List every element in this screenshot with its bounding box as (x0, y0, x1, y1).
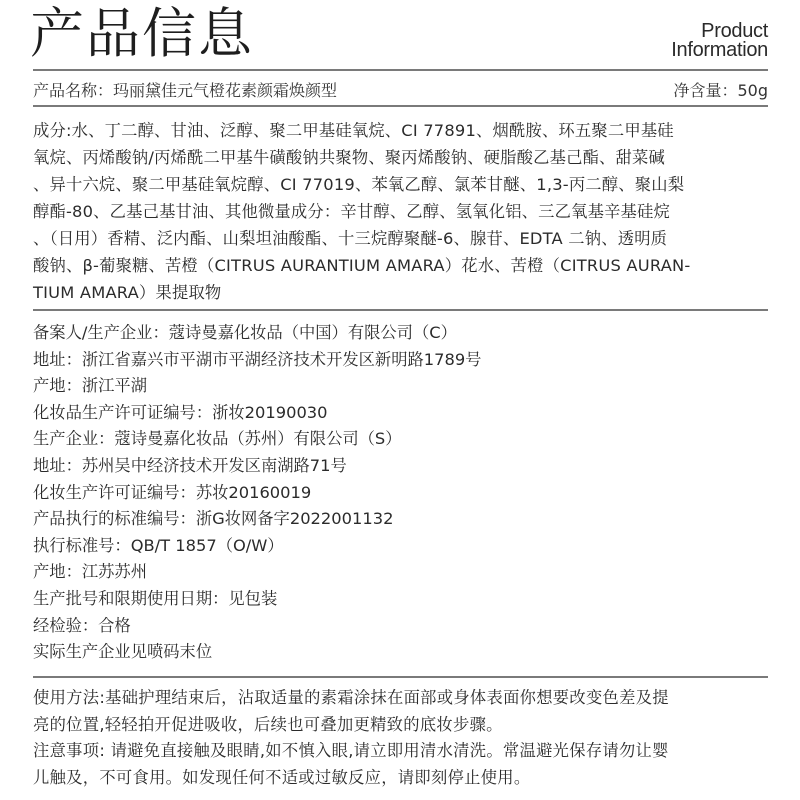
net-content (673, 78, 768, 101)
usage-line: 亮的位置,轻轻拍开促进吸收，后续也可叠加更精致的底妆步骤。 (33, 714, 503, 734)
manufacturer-suzhou: 生产企业：蔻诗曼嘉化妆品（苏州）有限公司（S） (33, 429, 402, 449)
title-en-line-1: Product (701, 20, 768, 42)
inspection-result: 经检验：合格 (33, 615, 131, 635)
ingredients-line: 氧烷、丙烯酸钠/丙烯酰二甲基牛磺酸钠共聚物、聚丙烯酸钠、硬脂酸乙基己酯、甜菜碱 (33, 148, 665, 167)
product-name-value: 玛丽黛佳元气橙花素颜霜焕颜型 (113, 80, 338, 100)
net-content-value: 50g (737, 80, 768, 100)
address-suzhou: 地址：苏州吴中经济技术开发区南湖路71号 (33, 455, 347, 475)
ingredients-section (33, 117, 773, 306)
product-name-row (33, 74, 768, 104)
actual-manufacturer-note: 实际生产企业见喷码末位 (33, 642, 213, 662)
manufacturer-info-section (33, 320, 773, 666)
execution-standard: 执行标准号：QB/T 1857（O/W） (33, 535, 284, 555)
product-name-label: 产品名称： (33, 80, 114, 100)
caution-line: 注意事项: 请避免直接触及眼睛,如不慎入眼,请立即用清水清洗。常温避光保存请勿让婴 (33, 741, 669, 760)
divider-top (33, 69, 768, 71)
ingredients-line: 醇酯-80、乙基己基甘油、其他微量成分：辛甘醇、乙醇、氢氧化铝、三乙氧基辛基硅烷 (33, 202, 671, 221)
address-zhejiang: 地址：浙江省嘉兴市平湖市平湖经济技术开发区新明路1789号 (33, 349, 482, 369)
product-name (33, 78, 337, 101)
page-title: 产品信息 (30, 2, 254, 65)
ingredients-line: 、（日用）香精、泛内酯、山梨坦油酸酯、十三烷醇聚醚-6、腺苷、EDTA 二钠、透明质 (33, 229, 668, 248)
divider-ingredients (33, 309, 768, 311)
ingredients-line: 成分:水、丁二醇、甘油、泛醇、聚二甲基硅氧烷、CI 77891、烟酰胺、环五聚二甲基硅 (33, 121, 674, 140)
usage-line: 使用方法:基础护理结束后，沾取适量的素霜涂抹在面部或身体表面你想要改变色差及提 (33, 688, 669, 707)
divider-info (33, 676, 768, 678)
ingredients-line: 、异十六烷、聚二甲基硅氧烷醇、CI 77019、苯氧乙醇、氯苯甘醚、1,3-丙二醇、聚山梨 (33, 175, 685, 194)
license-suzhou: 化妆生产许可证编号：苏妆20160019 (33, 482, 312, 502)
filer-manufacturer: 备案人/生产企业：蔻诗曼嘉化妆品（中国）有限公司（C） (33, 323, 457, 342)
title-en-line-2: Information (671, 39, 768, 61)
net-content-label: 净含量： (673, 80, 738, 100)
product-standard-number: 产品执行的标准编号：浙G妆网备字2022001132 (33, 509, 394, 529)
origin-zhejiang: 产地：浙江平湖 (33, 376, 147, 396)
origin-suzhou: 产地：江苏苏州 (33, 562, 147, 582)
batch-expiry: 生产批号和限期使用日期：见包装 (33, 588, 278, 608)
divider-name (33, 105, 768, 107)
ingredients-line: 酸钠、β-葡聚糖、苦橙（CITRUS AURANTIUM AMARA）花水、苦橙（CITRUS AURAN- (33, 256, 691, 275)
ingredients-line: TIUM AMARA）果提取物 (33, 283, 222, 302)
usage-section (33, 685, 773, 791)
caution-line: 儿触及，不可食用。如发现任何不适或过敏反应，请即刻停止使用。 (33, 767, 531, 787)
license-zhejiang: 化妆品生产许可证编号：浙妆20190030 (33, 402, 328, 422)
page-title-english (671, 22, 768, 60)
